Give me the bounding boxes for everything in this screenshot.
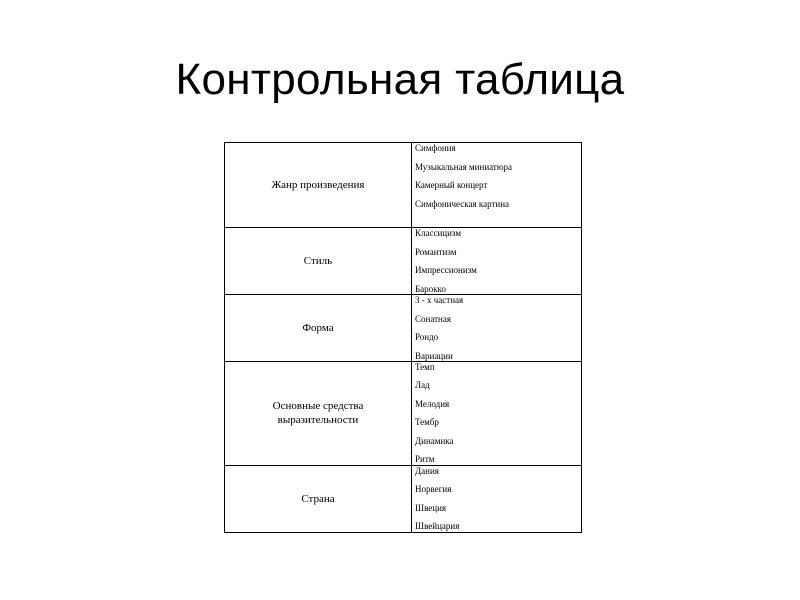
options-cell-form	[412, 295, 582, 362]
options-cell-genre	[412, 143, 582, 228]
option-item: Классицизм	[415, 228, 462, 238]
option-item: Музыкальная миниатюра	[415, 161, 513, 172]
option-item: Мелодия	[415, 398, 450, 409]
option-item: Романтизм	[415, 246, 457, 257]
option-item: Ритм	[415, 454, 435, 464]
option-item: Барокко	[415, 283, 446, 294]
option-item: 3 - х частная	[415, 295, 464, 305]
option-item: Симфония	[415, 143, 456, 153]
option-item: Камерный концерт	[415, 180, 488, 190]
table-row	[225, 228, 582, 295]
option-item: Динамика	[415, 435, 454, 446]
option-item: Импрессионизм	[415, 265, 477, 275]
slide-title: Контрольная таблица	[175, 55, 625, 104]
option-item: Вариации	[415, 350, 453, 361]
option-item: Лад	[415, 380, 430, 390]
option-item: Симфоническая картина	[415, 198, 510, 209]
category-cell-form: Форма	[225, 295, 412, 362]
option-item: Темп	[415, 361, 435, 372]
table-row	[225, 361, 582, 465]
category-cell-genre: Жанр произведения	[225, 143, 412, 228]
options-cell-expressive-means	[412, 361, 582, 465]
table-row	[225, 143, 582, 228]
category-cell-expressive-means: Основные средства выразительности	[225, 361, 412, 465]
option-item: Дания	[415, 465, 439, 476]
option-item: Тембр	[415, 417, 439, 427]
option-item: Сонатная	[415, 313, 451, 324]
option-item: Рондо	[415, 332, 439, 342]
category-cell-style: Стиль	[225, 228, 412, 295]
options-cell-country	[412, 465, 582, 532]
category-cell-country: Страна	[225, 465, 412, 532]
option-item: Швеция	[415, 502, 447, 513]
table-row	[225, 295, 582, 362]
options-cell-style	[412, 228, 582, 295]
option-item: Швейцария	[415, 521, 460, 531]
table-row	[225, 465, 582, 532]
option-item: Норвегия	[415, 484, 452, 494]
control-table	[224, 142, 582, 533]
